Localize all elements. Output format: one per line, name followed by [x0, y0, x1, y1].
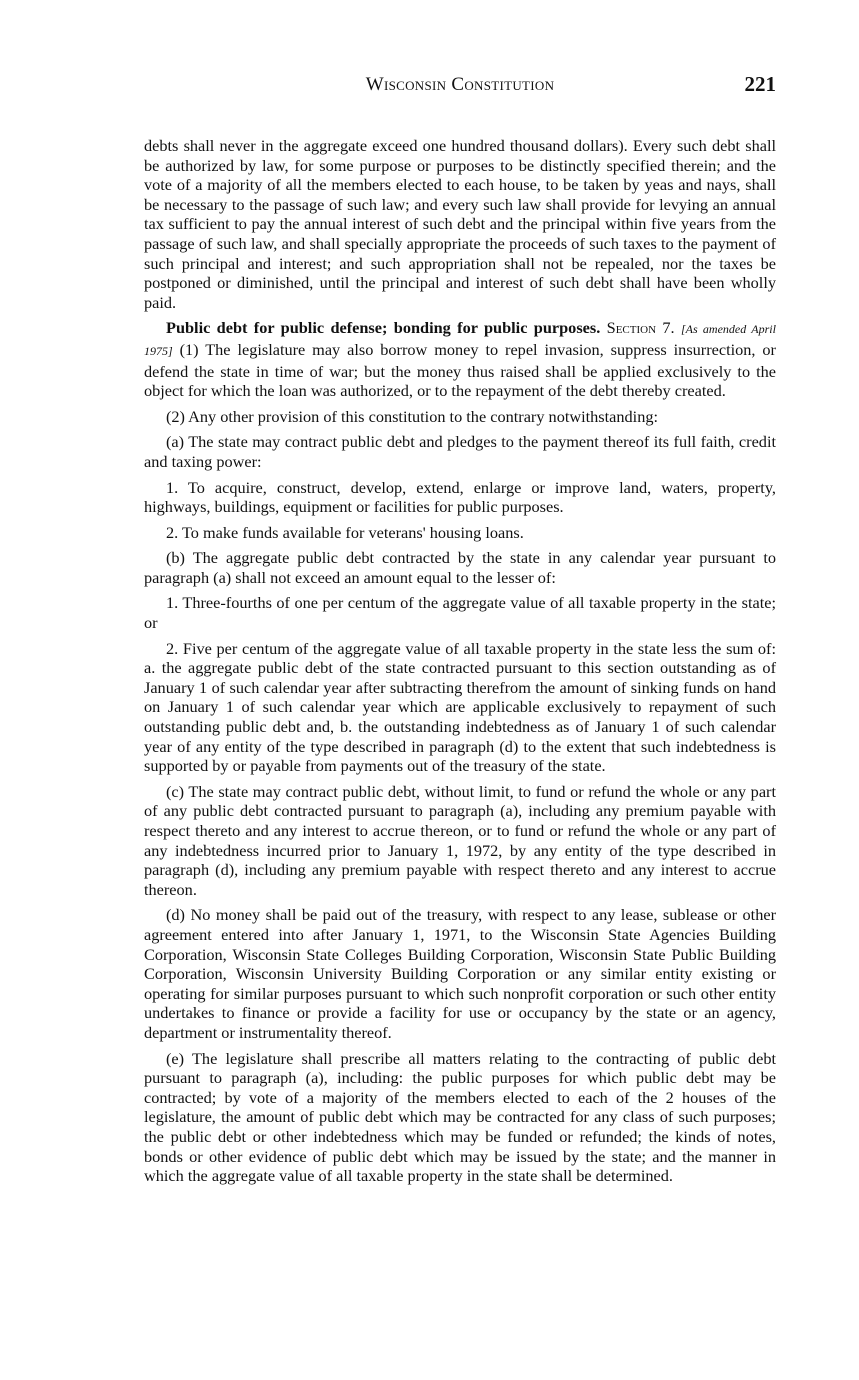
amendment-note: [As amended April 1975] — [144, 322, 776, 358]
paragraph-2b: (b) The aggregate public debt contracted by the state in any calendar year pursuant to paragraph (a) shall not exceed an amount equal to the lesser of: — [144, 548, 776, 587]
section-7-subsection-1: (1) The legislature may also borrow money to repel invasion, suppress insurrection, or defend the state in time of war; but the money thus raised shall be applied exclusively to the object for which the loan was authorized, or to the repayment of the debt thereby created. — [144, 339, 776, 401]
paragraph-2c: (c) The state may contract public debt, without limit, to fund or refund the whole or any part of any public debt contracted pursuant to paragraph (a), including any premium payable with respect thereto and any interest to accrue thereon, or to fund or refund the whole or any part of any indebtedness incurred prior to January 1, 1972, by any entity of the type described in paragraph (d), including any premium payable with respect thereto and any interest to accrue thereon. — [144, 781, 776, 899]
paragraph-2b-item-2: 2. Five per centum of the aggregate value of all taxable property in the state less the sum of: a. the aggregate public debt of the state contracted pursuant to this section outstanding as of January 1 of such calendar year after subtracting therefrom the amount of sinking funds on hand on January 1 of such calendar year which are applicable exclusively to repayment of such outstanding public debt and, b. the outstanding indebtedness as of January 1 of such calendar year of any entity of the type described in paragraph (d) to the extent that such indebtedness is supported by or payable from payments out of the treasury of the state. — [144, 638, 776, 776]
paragraph-2a-item-1: 1. To acquire, construct, develop, extend, enlarge or improve land, waters, property, highways, buildings, equipment or facilities for public purposes. — [144, 477, 776, 517]
subsection-2: (2) Any other provision of this constitution to the contrary notwithstanding: — [166, 406, 658, 426]
paragraph-2a-item-2: 2. To make funds available for veterans' housing loans. — [166, 522, 524, 542]
page-number: 221 — [744, 72, 776, 96]
section-7-heading: Public debt for public defense; bonding for public purposes. — [166, 318, 601, 338]
paragraph-2e: (e) The legislature shall prescribe all matters relating to the contracting of public debt pursuant to paragraph (a), including: the public purposes for which public debt may be contracted; by vote of a majority of the members elected to each of the 2 houses of the legislature, the amount of public debt which may be contracted for any class of such purposes; the public debt or other indebtedness which may be funded or refunded; the kinds of notes, bonds or other evidence of public debt which may be issued by the state; and the manner in which the aggregate value of all taxable property in the state shall be determined. — [144, 1048, 776, 1186]
section-7-label: Section 7. — [606, 318, 675, 338]
paragraph-2a: (a) The state may contract public debt and pledges to the payment thereof its full faith, credit and taxing power: — [144, 432, 776, 471]
section-7-paragraph — [144, 318, 776, 400]
paragraph-2d: (d) No money shall be paid out of the treasury, with respect to any lease, sublease or other agreement entered into after January 1, 1971, to the Wisconsin State Agencies Building Corporation, Wisconsin State Colleges Building Corporation, Wisconsin State Public Building Corporation, Wisconsin University Building Corporation or any similar entity existing or operating for similar purposes pursuant to which such nonprofit corporation or such other entity undertakes to finance or provide a facility for use or occupancy by the state or an agency, department or instrumentality thereof. — [144, 905, 776, 1042]
document-page — [144, 72, 776, 1192]
running-title: Wisconsin Constitution — [365, 74, 555, 95]
running-header — [144, 72, 776, 102]
paragraph-debt-limit-continued: debts shall never in the aggregate exceed one hundred thousand dollars). Every such debt shall be authorized by law, for some purpose or purposes to be distinctly specified therein; and the vote of a majority of all the members elected to each house, to be taken by yeas and nays, shall be necessary to the passage of such law; and every such law shall provide for levying an annual tax sufficient to pay the annual interest of such debt and the principal within five years from the passage of such law, and shall specially appropriate the proceeds of such taxes to the payment of such principal and interest; and such appropriation shall not be repealed, nor the taxes be postponed or diminished, until the principal and interest of such debt shall have been wholly paid. — [144, 136, 776, 312]
paragraph-2b-item-1: 1. Three-fourths of one per centum of the aggregate value of all taxable property in the state; or — [144, 593, 776, 633]
